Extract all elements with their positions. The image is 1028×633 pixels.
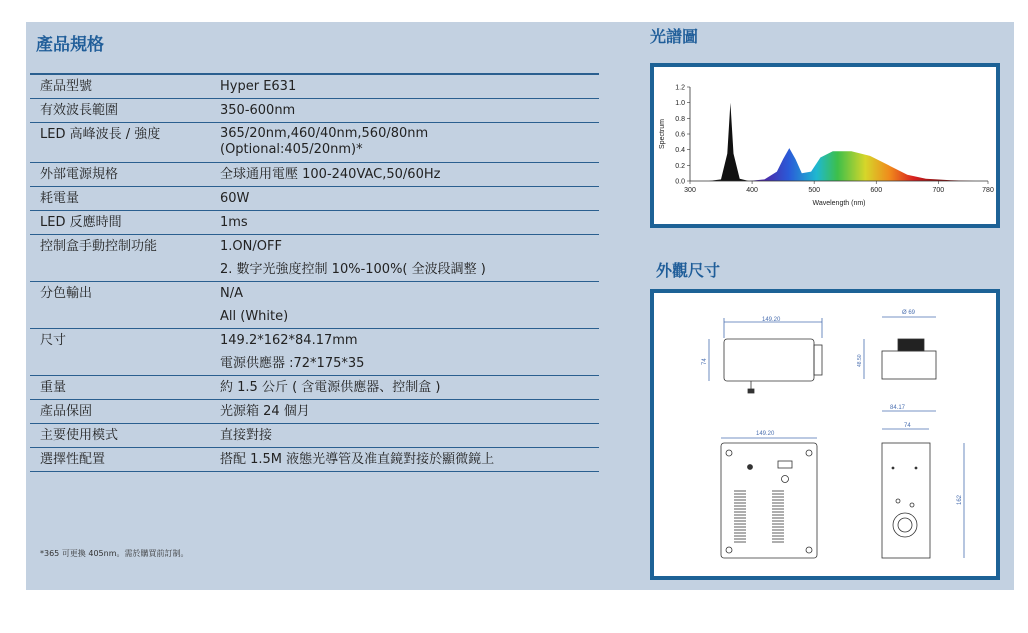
- x-tick-label: 700: [932, 187, 945, 194]
- spec-value-cell: [220, 282, 599, 328]
- x-tick-label: 400: [746, 187, 758, 194]
- front-view: [702, 317, 822, 393]
- uv-peak-area: [709, 103, 749, 181]
- spec-value-cell: [220, 329, 599, 375]
- spectrum-chart-frame: [650, 63, 1000, 228]
- x-tick-label: 600: [870, 187, 883, 194]
- y-tick-label: 0.8: [675, 115, 685, 123]
- table-row: [30, 329, 599, 376]
- table-row: [30, 211, 599, 235]
- spec-value: 350-600nm: [220, 103, 296, 118]
- spec-value-cell: [220, 75, 599, 98]
- spec-key: 有效波長範圍: [40, 103, 119, 118]
- spec-key: 產品保固: [40, 404, 93, 419]
- knob-view: [857, 310, 936, 379]
- product-spec-title: 產品規格: [36, 35, 104, 55]
- dimension-drawing-frame: [650, 289, 1000, 580]
- x-tick-label: 780: [982, 187, 994, 194]
- y-tick-label: 0.4: [675, 147, 685, 155]
- y-tick-label: 1.2: [675, 84, 685, 92]
- table-row: [30, 448, 599, 472]
- spec-key: 選擇性配置: [40, 452, 106, 467]
- spec-value: 365/20nm,460/40nm,560/80nm: [220, 126, 429, 141]
- y-tick-label: 0.0: [675, 178, 685, 186]
- spectrum-title: 光譜圖: [650, 27, 699, 46]
- top-width-label: 149.20: [756, 431, 775, 437]
- spec-value-cell: [220, 99, 599, 122]
- table-row: [30, 376, 599, 400]
- spec-key: 外部電源規格: [40, 167, 119, 182]
- x-tick-label: 300: [684, 187, 696, 194]
- table-row: [30, 99, 599, 123]
- side-view: [882, 405, 964, 558]
- spec-value-cell: [220, 235, 599, 281]
- footnote: *365 可更換 405nm。需於購買前訂制。: [40, 549, 189, 558]
- x-tick-label: 500: [808, 187, 821, 194]
- table-row: [30, 163, 599, 187]
- visible-spectrum-area: [749, 148, 976, 181]
- x-axis-label: Wavelength (nm): [812, 200, 866, 207]
- spec-key: 主要使用模式: [40, 428, 119, 443]
- spec-key: 尺寸: [40, 333, 67, 348]
- table-top-rule: [30, 73, 599, 75]
- spec-value: 約 1.5 公斤 ( 含電源供應器、控制盒 ): [220, 380, 441, 395]
- knob-height-label: 48.50: [857, 354, 863, 367]
- spec-key: 重量: [40, 380, 67, 395]
- spec-key: 產品型號: [40, 79, 93, 94]
- table-row: [30, 400, 599, 424]
- spec-value-cell: [220, 448, 599, 471]
- spec-value-cell: [220, 376, 599, 399]
- spec-value: Hyper E631: [220, 79, 297, 94]
- spec-value: 149.2*162*84.17mm: [220, 333, 358, 348]
- spectrum-chart: [654, 67, 996, 224]
- y-tick-label: 1.0: [675, 100, 685, 108]
- spec-value-cell: [220, 187, 599, 210]
- y-tick-label: 0.6: [675, 131, 685, 139]
- front-width-label: 149.20: [762, 317, 781, 323]
- y-axis-label: Spectrum: [659, 119, 666, 149]
- spec-key: LED 高峰波長 / 強度: [40, 127, 161, 142]
- dimension-title: 外觀尺寸: [656, 261, 721, 280]
- table-row: [30, 75, 599, 99]
- spec-value: All (White): [220, 309, 289, 324]
- spec-key: 控制盒手動控制功能: [40, 239, 158, 254]
- knob-diameter-label: Ø 69: [902, 310, 916, 316]
- table-row: [30, 235, 599, 282]
- spec-value: N/A: [220, 286, 243, 301]
- spec-value-cell: [220, 400, 599, 423]
- side-width-label: 84.17: [890, 405, 906, 411]
- spec-value-cell: [220, 163, 599, 186]
- table-row: [30, 123, 599, 163]
- dimension-drawing: [654, 293, 996, 576]
- table-row: [30, 282, 599, 329]
- spec-value: 2. 數字光強度控制 10%-100%( 全波段調整 ): [220, 262, 486, 277]
- side-inner-label: 74: [904, 423, 911, 429]
- table-row: [30, 187, 599, 211]
- spec-value: 直接對接: [220, 428, 273, 443]
- spec-key: 耗電量: [40, 191, 80, 206]
- spec-value-cell: [220, 211, 599, 234]
- spec-value: (Optional:405/20nm)*: [220, 142, 363, 157]
- spec-value: 60W: [220, 191, 250, 206]
- back-view: [721, 431, 817, 558]
- side-height-label: 162: [957, 494, 963, 505]
- spec-key: 分色輸出: [40, 286, 93, 301]
- spec-table: [30, 75, 599, 472]
- spec-value: 搭配 1.5M 液態光導管及准直鏡對接於顯微鏡上: [220, 452, 495, 467]
- spec-value-cell: [220, 424, 599, 447]
- spec-key: LED 反應時間: [40, 215, 122, 230]
- spec-value-cell: [220, 123, 599, 162]
- table-row: [30, 424, 599, 448]
- spec-value: 1.ON/OFF: [220, 239, 282, 254]
- spec-value: 光源箱 24 個月: [220, 404, 310, 419]
- spec-value: 全球通用電壓 100-240VAC,50/60Hz: [220, 167, 441, 182]
- spec-value: 電源供應器 :72*175*35: [220, 356, 365, 371]
- y-tick-label: 0.2: [675, 162, 685, 170]
- spec-value: 1ms: [220, 215, 248, 230]
- front-height-label: 74: [702, 358, 708, 365]
